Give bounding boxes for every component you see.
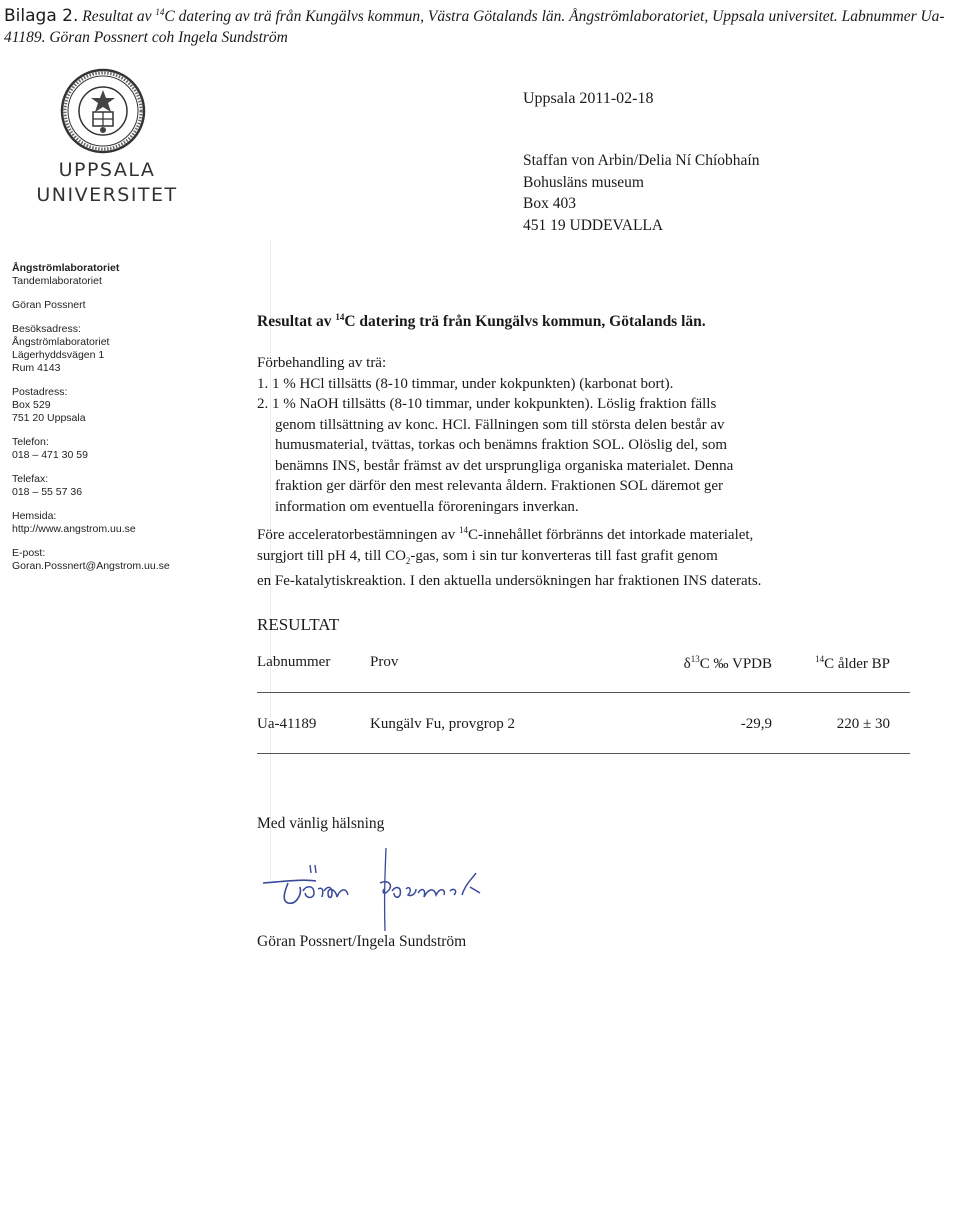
col-header-d13: $\delta^{13}C$ ‰ VPDB bbox=[683, 654, 772, 672]
cell-prov: Kungälv Fu, provgrop 2 bbox=[370, 716, 515, 732]
letter-title: Resultat av $^{14}$C datering trä från Kungälvs kommun, Götalands län. bbox=[257, 312, 706, 331]
recipient-line: 451 19 UDDEVALLA bbox=[523, 216, 664, 234]
caption-lead: Bilaga 2. bbox=[4, 6, 79, 27]
letter-body bbox=[257, 353, 917, 592]
caption-text: Resultat av $^{14}$C datering av trä från Kungälvs kommun, Västra Götalands län. Ångströmlaboratoriet, Uppsala universitet. Labnummer Ua-41189. Göran Possnert coh Ingela Sundström bbox=[4, 7, 945, 47]
sender-sidebar bbox=[12, 262, 222, 584]
fax-label: Telefax: bbox=[12, 473, 49, 485]
pretreat-heading: Förbehandling av trä: bbox=[257, 355, 387, 371]
email-label: E-post: bbox=[12, 547, 46, 559]
visit-line: Rum 4143 bbox=[12, 362, 61, 374]
sub-lab-name: Tandemlaboratoriet bbox=[12, 275, 102, 287]
cell-age: 220 ± 30 bbox=[836, 716, 890, 732]
recipient-line: Box 403 bbox=[523, 195, 576, 212]
table-rule-bottom bbox=[257, 753, 910, 754]
pretreat-step-cont: humusmaterial, tvättas, torkas och benämns fraktion SOL. Olöslig del, som bbox=[275, 437, 728, 453]
method-paragraph: en Fe-katalytiskreaktion. I den aktuella undersökningen har fraktionen INS daterats. bbox=[257, 573, 762, 589]
recipient-line: Staffan von Arbin/Delia Ní Chíobhaín bbox=[523, 152, 760, 169]
recipient-line: Bohusläns museum bbox=[523, 173, 644, 191]
col-header-age: $^{14}$C ålder BP bbox=[815, 654, 890, 672]
email-link[interactable]: Goran.Possnert@Angstrom.uu.se bbox=[12, 560, 170, 572]
phone-value: 018 – 471 30 59 bbox=[12, 449, 88, 461]
phone-label: Telefon: bbox=[12, 436, 49, 448]
university-wordmark bbox=[22, 158, 192, 208]
visit-line: Ångströmlaboratoriet bbox=[12, 336, 110, 348]
cell-lab: Ua-41189 bbox=[257, 716, 317, 732]
post-label: Postadress: bbox=[12, 386, 68, 398]
method-paragraph: surgjort till pH 4, till $CO_2$-gas, som i sin tur konverteras till fast grafit genom bbox=[257, 547, 718, 566]
result-table bbox=[257, 654, 910, 732]
closing-greeting: Med vänlig hälsning bbox=[257, 815, 385, 832]
post-line: Box 529 bbox=[12, 399, 51, 411]
letter-date: Uppsala 2011-02-18 bbox=[523, 90, 654, 107]
visit-line: Lägerhyddsvägen 1 bbox=[12, 349, 105, 361]
fax-value: 018 – 55 57 36 bbox=[12, 486, 83, 498]
wordmark-line1: UPPSALA bbox=[58, 159, 156, 181]
person-name: Göran Possnert bbox=[12, 299, 86, 311]
table-header-row bbox=[257, 654, 910, 676]
web-link[interactable]: http://www.angstrom.uu.se bbox=[12, 523, 136, 535]
handwritten-signature bbox=[258, 843, 518, 933]
pretreat-step-cont: fraktion ger därför den mest relevanta åldern. Fraktionen SOL däremot ger bbox=[275, 478, 724, 494]
cell-d13: -29,9 bbox=[740, 716, 772, 732]
method-paragraph: Före acceleratorbestämningen av $^{14}$C-innehållet förbränns det intorkade materialet, bbox=[257, 525, 754, 543]
pretreat-step: 2. 1 % NaOH tillsätts (8-10 timmar, under kokpunkten). Löslig fraktion fälls bbox=[257, 396, 717, 412]
web-label: Hemsida: bbox=[12, 510, 57, 522]
result-heading: RESULTAT bbox=[257, 615, 340, 634]
table-rule-top bbox=[257, 692, 910, 693]
lab-name: Ångströmlaboratoriet bbox=[12, 262, 120, 274]
university-seal-icon bbox=[60, 68, 146, 154]
col-header-lab: Labnummer bbox=[257, 654, 331, 670]
pretreat-step-cont: benämns INS, består främst av det ursprungliga organiska materialet. Denna bbox=[275, 457, 734, 474]
post-line: 751 20 Uppsala bbox=[12, 412, 86, 424]
recipient-address bbox=[523, 150, 760, 236]
table-row bbox=[257, 716, 910, 738]
page-caption bbox=[4, 2, 954, 48]
pretreat-step-cont: genom tillsättning av konc. HCl. Fällningen som till största delen består av bbox=[275, 416, 725, 433]
col-header-prov: Prov bbox=[370, 654, 399, 670]
signer-name: Göran Possnert/Ingela Sundström bbox=[257, 933, 467, 950]
wordmark-line2: UNIVERSITET bbox=[36, 184, 178, 206]
pretreat-step-cont: information om eventuella föroreningars inverkan. bbox=[275, 498, 579, 515]
pretreat-step: 1. 1 % HCl tillsätts (8-10 timmar, under kokpunkten) (karbonat bort). bbox=[257, 375, 674, 392]
visit-label: Besöksadress: bbox=[12, 323, 81, 335]
